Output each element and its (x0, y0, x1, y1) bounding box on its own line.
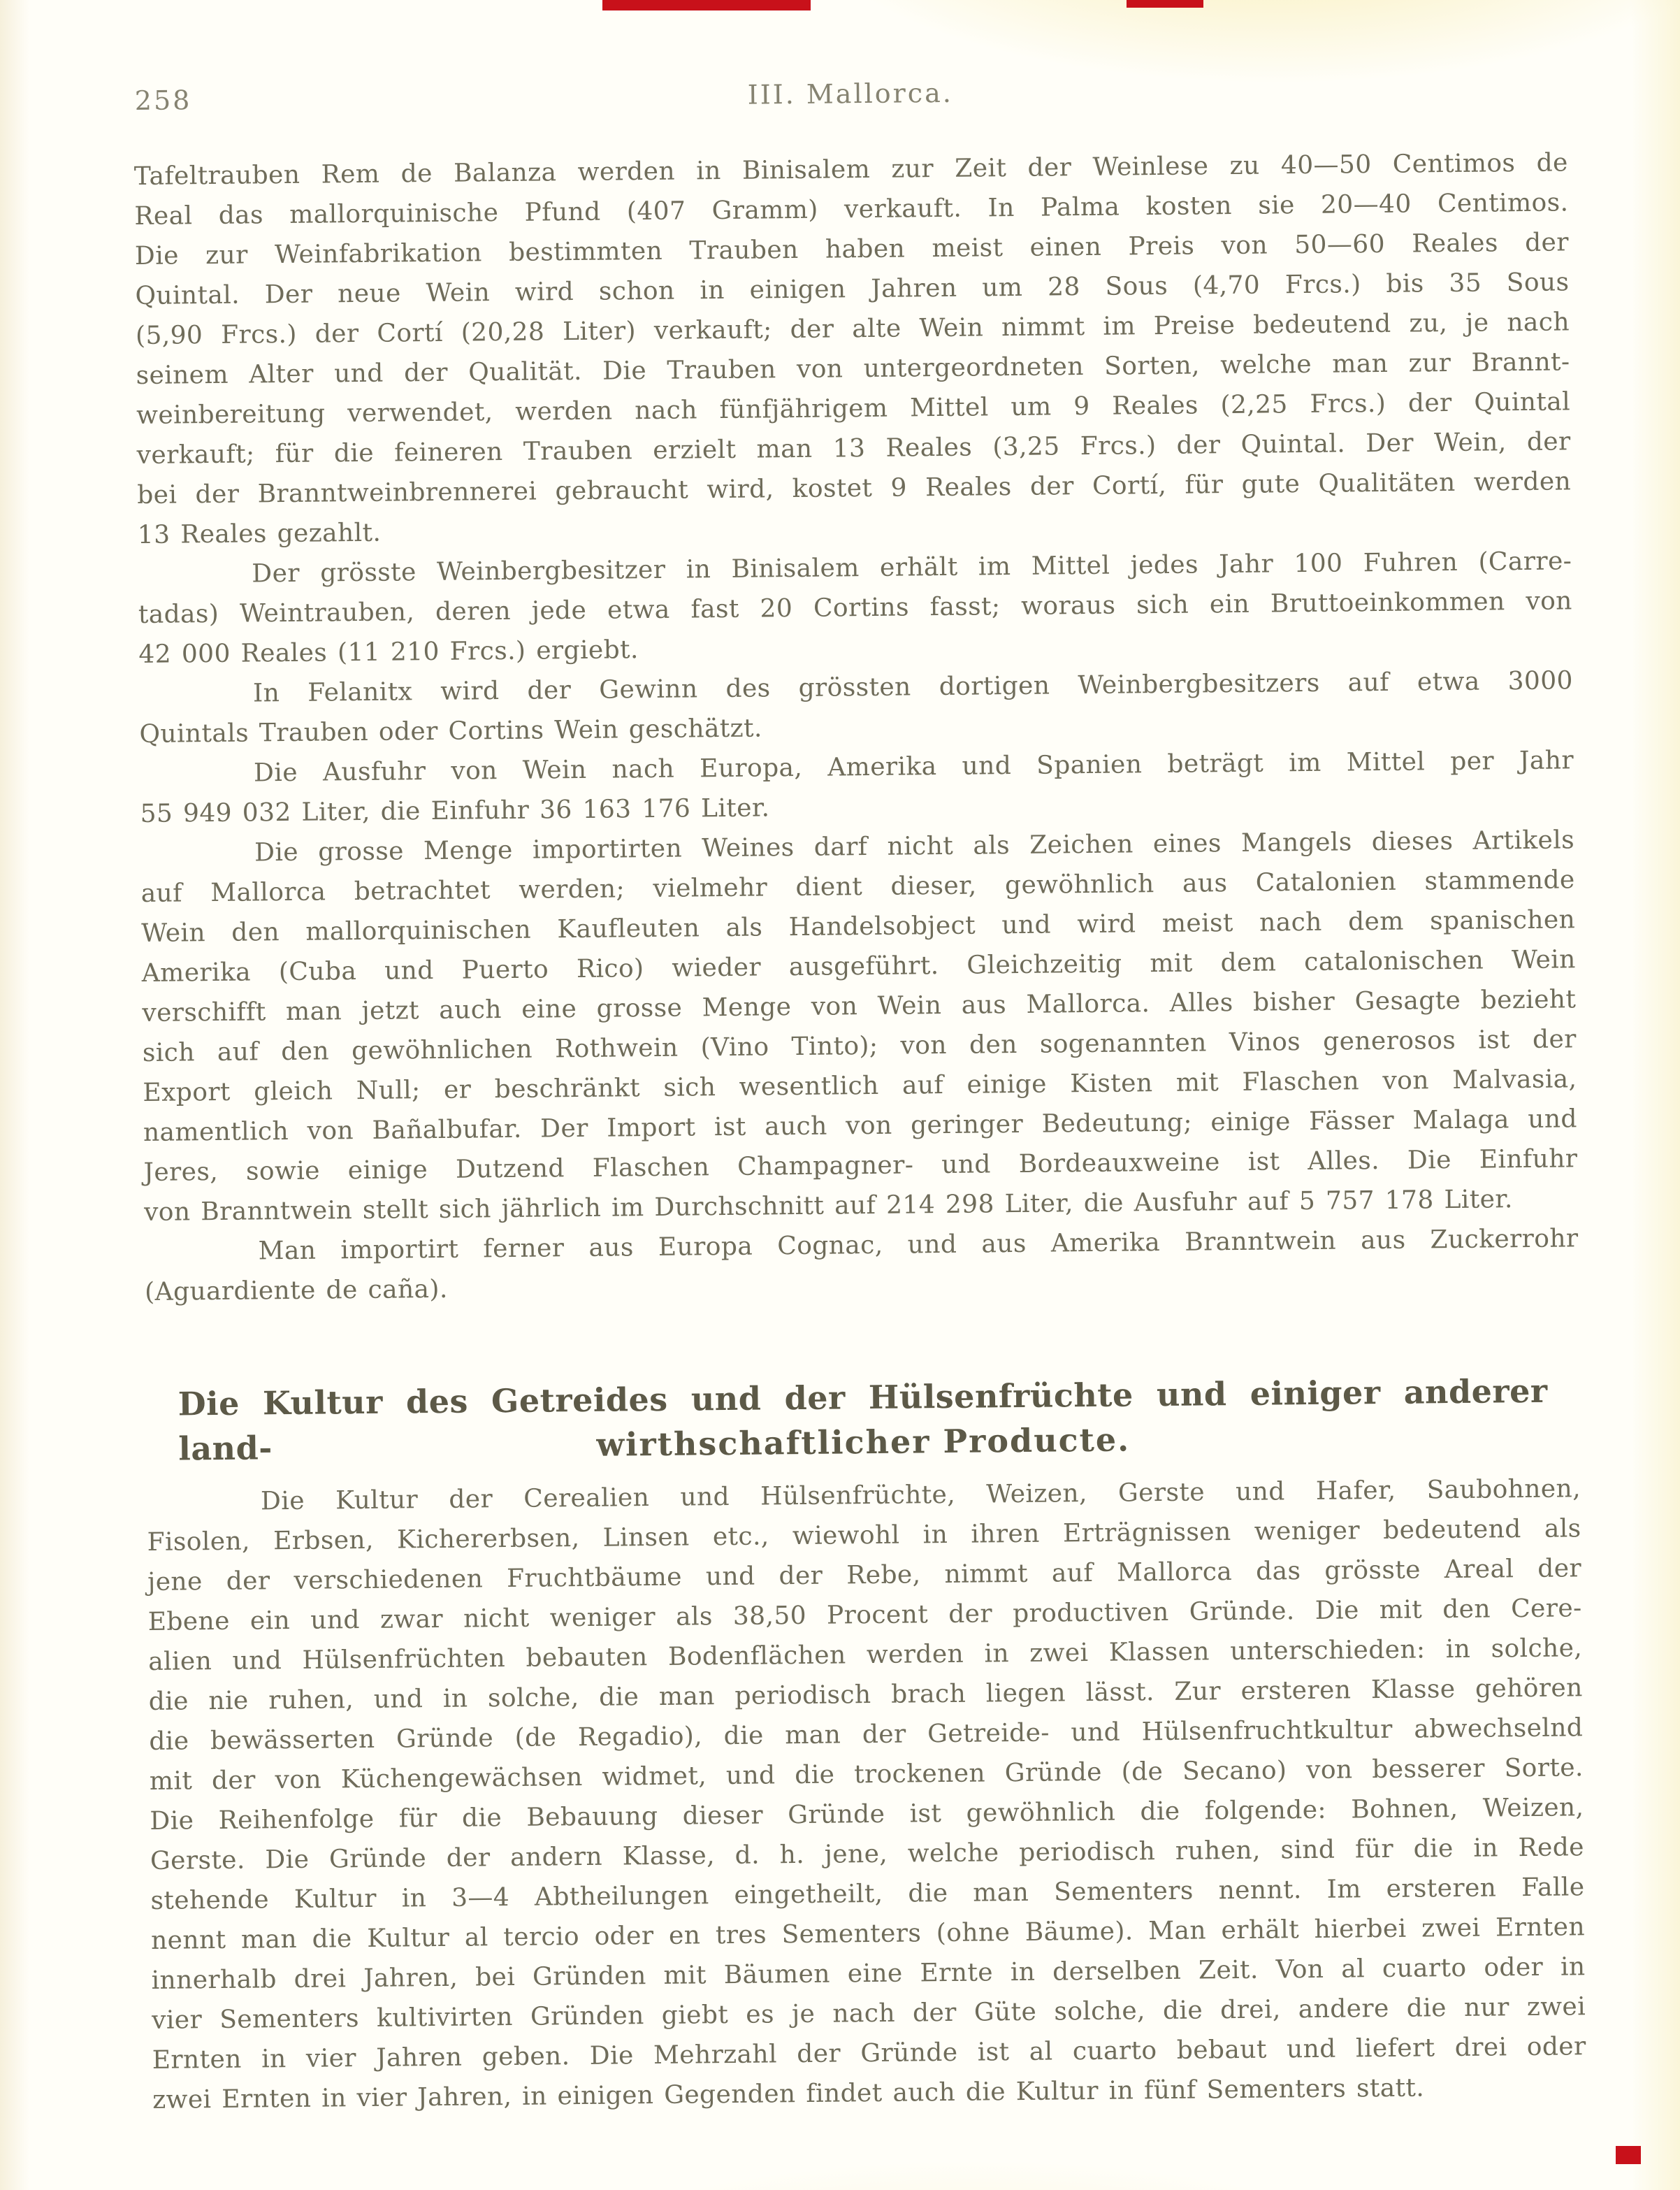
text-line: sich auf den gewöhnlichen Rothwein (Vino Tinto); von den sogenannten Vinos generosos ist der (142, 1025, 1577, 1068)
text-line: 42 000 Reales (11 210 Frcs.) ergiebt. (138, 635, 639, 670)
text-line: Real das mallorquinische Pfund (407 Gramm) verkauft. In Palma kosten sie 20—40 Centimos. (134, 188, 1569, 231)
text-line: Quintal. Der neue Wein wird schon in einigen Jahren um 28 Sous (4,70 Frcs.) bis 35 Sous (135, 268, 1570, 311)
text-line: Man importirt ferner aus Europa Cognac, und aus Amerika Branntwein aus Zuckerrohr (258, 1224, 1579, 1266)
text-line: verkauft; für die feineren Trauben erzielt man 13 Reales (3,25 Frcs.) der Quintal. Der Wein, der (136, 427, 1571, 470)
text-line: Die Kultur der Cerealien und Hülsenfrüchte, Weizen, Gerste und Hafer, Saubohnen, (260, 1474, 1581, 1516)
red-annotation-mark (1616, 2146, 1641, 2164)
paragraph (140, 820, 1578, 1232)
text-line: Die Ausfuhr von Wein nach Europa, Amerika und Spanien beträgt im Mittel per Jahr (253, 746, 1574, 788)
text-line: Fisolen, Erbsen, Kichererbsen, Linsen etc., wiewohl in ihren Erträgnissen weniger bedeutend als (147, 1514, 1581, 1557)
text-line: zwei Ernten in vier Jahren, in einigen Gegenden findet auch die Kultur in fünf Sementers statt. (152, 2073, 1425, 2115)
text-line: stehende Kultur in 3—4 Abtheilungen eingetheilt, die man Sementers nennt. Im ersteren Falle (150, 1873, 1585, 1915)
text-line: nennt man die Kultur al tercio oder en tres Sementers (ohne Bäume). Man erhält hierbei zwei Ernten (150, 1912, 1586, 1955)
paragraph (138, 541, 1573, 675)
running-title: III. Mallorca. (747, 77, 954, 110)
paragraph (147, 1469, 1587, 2120)
red-annotation-mark (1127, 0, 1203, 8)
text-line: alien und Hülsenfrüchten bebauten Bodenflächen werden in zwei Klassen unterschieden: in solche, (148, 1634, 1583, 1676)
body-text-block-2 (147, 1469, 1587, 2120)
paragraph (134, 143, 1572, 555)
text-line: verschifft man jetzt auch eine grosse Menge von Wein aus Mallorca. Alles bisher Gesagte bezieht (142, 985, 1577, 1028)
text-line: Jeres, sowie einige Dutzend Flaschen Champagner- und Bordeauxweine ist Alles. Die Einfuhr (143, 1144, 1578, 1187)
text-line: bei der Branntweinbrennerei gebraucht wird, kostet 9 Reales der Cortí, für gute Qualitäten werden (137, 467, 1572, 510)
text-line: Export gleich Null; er beschränkt sich wesentlich auf einige Kisten mit Flaschen von Malvasia, (143, 1065, 1577, 1108)
paragraph (139, 661, 1574, 754)
section-heading-line-1: Die Kultur des Getreides und der Hülsenfrüchte und einiger anderer land- (178, 1371, 1548, 1468)
text-line: vier Sementers kultivirten Gründen giebt es je nach der Güte solche, die drei, andere die nur zwei (151, 1992, 1586, 2035)
text-line: seinem Alter und der Qualität. Die Trauben von untergeordneten Sorten, welche man zur Brannt- (136, 347, 1570, 391)
text-line: Amerika (Cuba und Puerto Rico) wieder ausgeführt. Gleichzeitig mit dem catalonischen Wein (141, 945, 1576, 988)
text-line: weinbereitung verwendet, werden nach fünfjährigem Mittel um 9 Reales (2,25 Frcs.) der Quintal (136, 387, 1571, 431)
text-line: Der grösste Weinbergbesitzer in Binisalem erhält im Mittel jedes Jahr 100 Fuhren (Carre- (252, 547, 1572, 589)
text-line: Ebene ein und zwar nicht weniger als 38,50 Procent der productiven Gründe. Die mit den Cere- (147, 1594, 1582, 1636)
paragraph (140, 740, 1574, 834)
text-line: die nie ruhen, und in solche, die man periodisch brach liegen lässt. Zur ersteren Klasse gehören (148, 1673, 1583, 1716)
text-line: Wein den mallorquinischen Kaufleuten als Handelsobject und wird meist nach dem spanischen (141, 905, 1576, 949)
text-line: mit der von Küchengewächsen widmet, und die trockenen Gründe (de Secano) von besserer Sorte. (149, 1753, 1584, 1796)
text-line: die bewässerten Gründe (de Regadio), die man der Getreide- und Hülsenfruchtkultur abwechselnd (149, 1713, 1584, 1756)
text-line: 13 Reales gezahlt. (137, 518, 382, 550)
text-line: (5,90 Frcs.) der Cortí (20,28 Liter) verkauft; der alte Wein nimmt im Preise bedeutend zu, je nach (135, 308, 1570, 351)
section-heading (145, 1368, 1580, 1471)
text-line: Ernten in vier Jahren geben. Die Mehrzahl der Gründe ist al cuarto bebaut und liefert drei oder (152, 2032, 1586, 2075)
text-line: Die grosse Menge importirten Weines darf nicht als Zeichen eines Mangels dieses Artikels (254, 826, 1575, 867)
text-line: tadas) Weintrauben, deren jede etwa fast 20 Cortins fasst; woraus sich ein Bruttoeinkommen von (138, 586, 1572, 630)
text-line: Die zur Weinfabrikation bestimmten Trauben haben meist einen Preis von 50—60 Reales der (134, 228, 1570, 271)
page-header (133, 71, 1567, 119)
text-line: auf Mallorca betrachtet werden; vielmehr dient dieser, gewöhnlich aus Catalonien stammende (140, 865, 1575, 909)
page-content (133, 71, 1587, 2120)
text-line: 55 949 032 Liter, die Einfuhr 36 163 176 Liter. (140, 793, 770, 829)
page-number: 258 (134, 85, 192, 117)
section-heading-line-2: wirthschaftlicher Producte. (596, 1420, 1131, 1464)
red-annotation-mark (602, 0, 811, 10)
text-line: namentlich von Bañalbufar. Der Import ist auch von geringer Bedeutung; einige Fässer Malaga und (143, 1104, 1578, 1147)
text-line: Gerste. Die Gründe der andern Klasse, d. h. jene, welche periodisch ruhen, sind für die in Rede (150, 1833, 1585, 1875)
text-line: innerhalb drei Jahren, bei Gründen mit Bäumen eine Ernte in derselben Zeit. Von al cuarto oder in (151, 1952, 1586, 1995)
text-line: Quintals Trauben oder Cortins Wein geschätzt. (139, 714, 762, 749)
text-line: Tafeltrauben Rem de Balanza werden in Binisalem zur Zeit der Weinlese zu 40—50 Centimos de (133, 148, 1568, 192)
text-line: jene der verschiedenen Fruchtbäume und der Rebe, nimmt auf Mallorca das grösste Areal der (147, 1554, 1582, 1597)
body-text-block-1 (134, 143, 1579, 1312)
text-line: Die Reihenfolge für die Bebauung dieser Gründe ist gewöhnlich die folgende: Bohnen, Weizen, (150, 1793, 1584, 1836)
text-line: (Aguardiente de caña). (144, 1274, 448, 1306)
text-line: In Felanitx wird der Gewinn des grössten dortigen Weinbergbesitzers auf etwa 3000 (252, 666, 1574, 708)
paragraph (144, 1218, 1579, 1312)
text-line: von Branntwein stellt sich jährlich im Durchschnitt auf 214 298 Liter, die Ausfuhr auf 5 757 178 Liter. (143, 1185, 1513, 1227)
